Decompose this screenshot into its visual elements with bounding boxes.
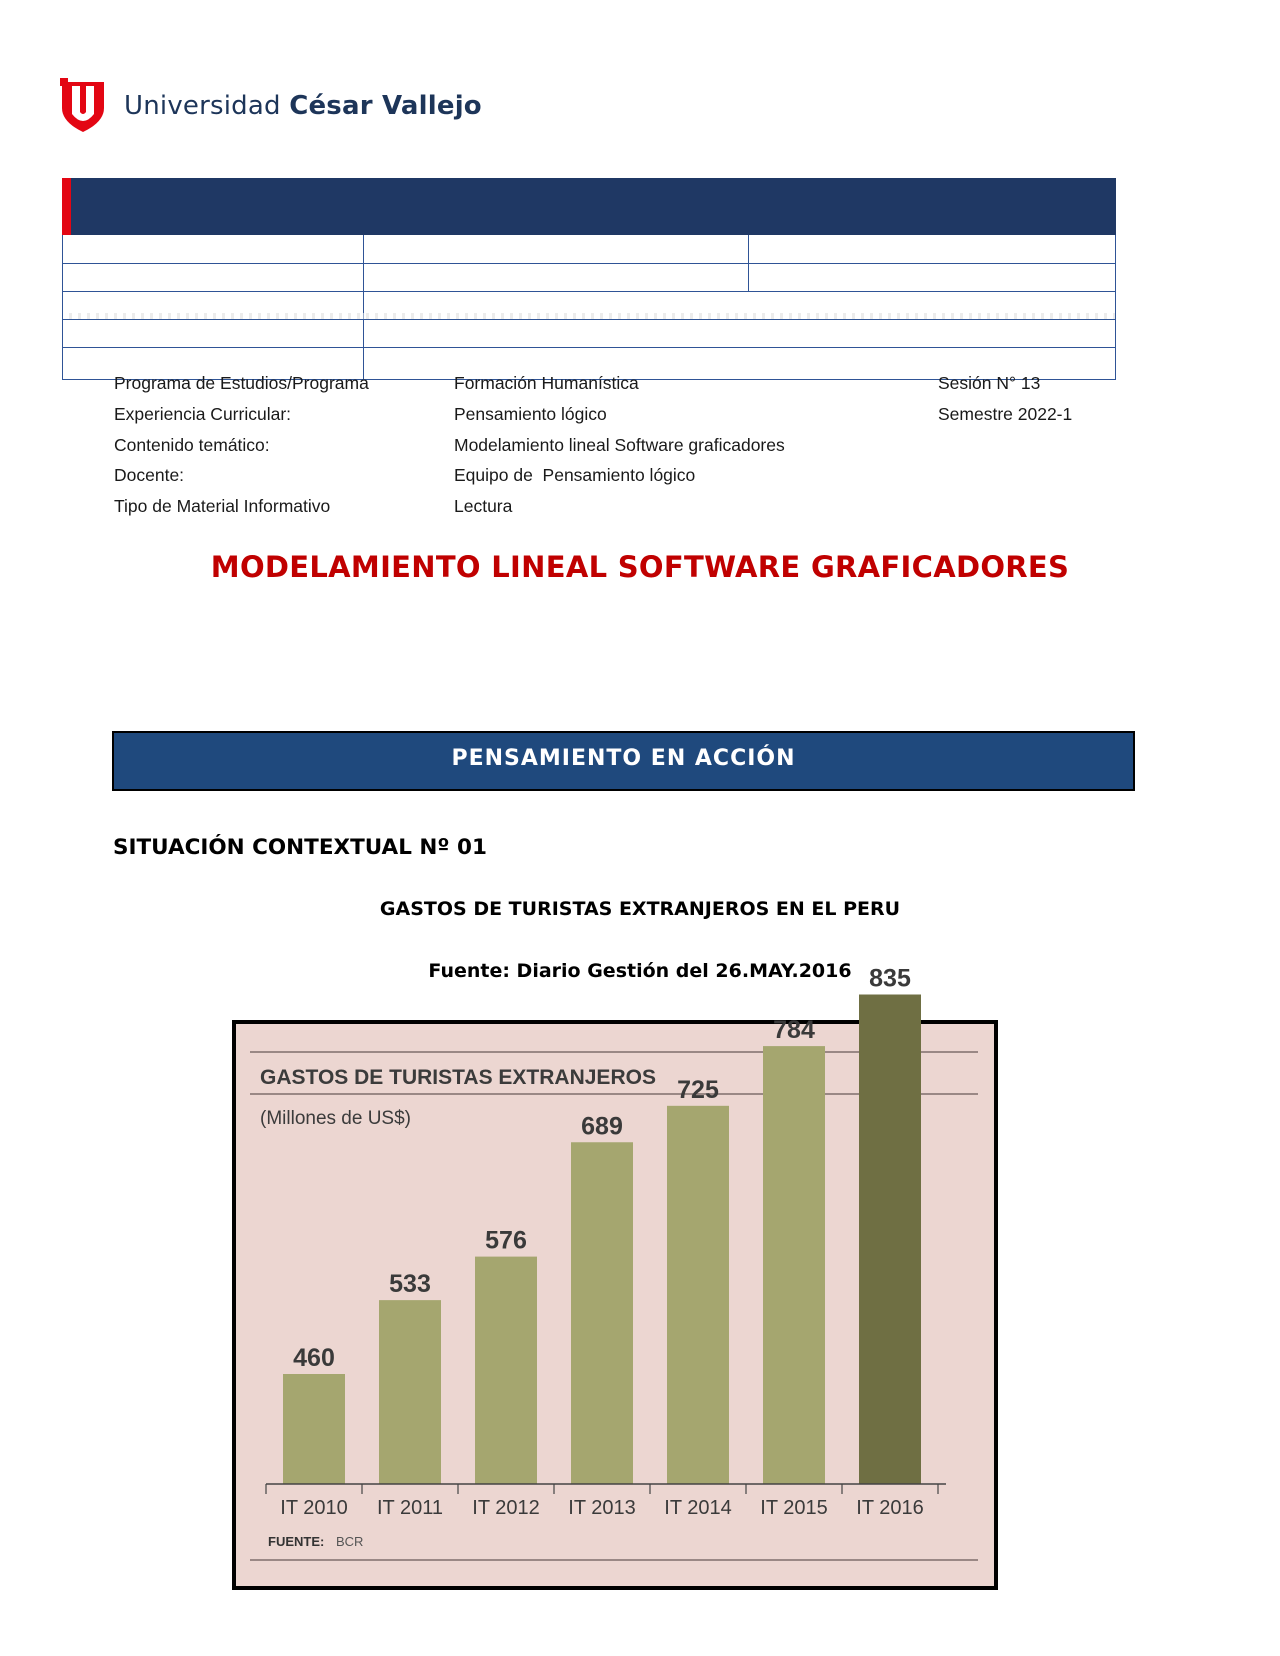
chart-value-label: 533 — [389, 1270, 431, 1299]
chart-value-label: 460 — [293, 1344, 335, 1372]
chart-category-label: IT 2013 — [568, 1497, 636, 1519]
situation-heading: SITUACIÓN CONTEXTUAL Nº 01 — [113, 835, 487, 860]
info-row-docente: Docente: Equipo de Pensamiento lógico — [114, 465, 696, 486]
course-info — [114, 372, 1114, 526]
chart-ticks — [266, 1484, 938, 1494]
info-row-contenido: Contenido temático: Modelamiento lineal Software graficadores — [114, 434, 785, 455]
info-row-experiencia: Experiencia Curricular: Pensamiento lógico Semestre 2022-1 — [114, 403, 1073, 424]
header-grid — [62, 235, 1116, 380]
university-name: Universidad César Vallejo — [124, 91, 482, 121]
chart-value-label: 576 — [485, 1226, 527, 1255]
chart-bar — [667, 1106, 729, 1484]
chart-bar — [763, 1046, 825, 1484]
chart-subtitle: (Millones de US$) — [260, 1108, 411, 1129]
chart-category-label: IT 2011 — [377, 1497, 443, 1519]
university-shield-icon — [60, 78, 106, 134]
chart-caption-source: Fuente: Diario Gestión del 26.MAY.2016 — [428, 960, 852, 982]
chart-category-label: IT 2010 — [280, 1497, 348, 1519]
section-banner-label: PENSAMIENTO EN ACCIÓN — [451, 745, 796, 771]
info-row-tipo: Tipo de Material Informativo Lectura — [114, 496, 513, 517]
info-row-programa: Programa de Estudios/Programa Formación Humanística Sesión N° 13 — [114, 373, 1041, 393]
chart-caption-title: GASTOS DE TURISTAS EXTRANJEROS EN EL PERU — [379, 898, 901, 920]
chart-category-labels — [280, 1497, 923, 1519]
chart-source-value: BCR — [336, 1534, 364, 1549]
chart-bar — [475, 1257, 537, 1484]
chart-category-label: IT 2012 — [472, 1497, 540, 1519]
header-bar — [62, 178, 1116, 235]
chart-bar — [283, 1374, 345, 1484]
document-title: MODELAMIENTO LINEAL SOFTWARE GRAFICADORES — [210, 550, 1070, 584]
header-table — [62, 178, 1116, 380]
chart-bar — [379, 1300, 441, 1484]
chart-category-label: IT 2015 — [760, 1497, 828, 1519]
chart-category-label: IT 2014 — [664, 1497, 732, 1519]
chart-bar — [571, 1142, 633, 1484]
university-logo — [60, 78, 482, 134]
chart-bar — [859, 995, 921, 1485]
chart-value-label: 689 — [581, 1112, 623, 1141]
chart-value-label: 784 — [773, 1016, 815, 1045]
chart-source-label: FUENTE: — [268, 1534, 325, 1549]
chart-title: GASTOS DE TURISTAS EXTRANJEROS — [260, 1066, 656, 1089]
chart-value-label: 725 — [677, 1075, 719, 1104]
chart-category-label: IT 2016 — [856, 1497, 924, 1519]
chart-value-label: 835 — [869, 964, 911, 993]
section-banner — [112, 731, 1135, 791]
